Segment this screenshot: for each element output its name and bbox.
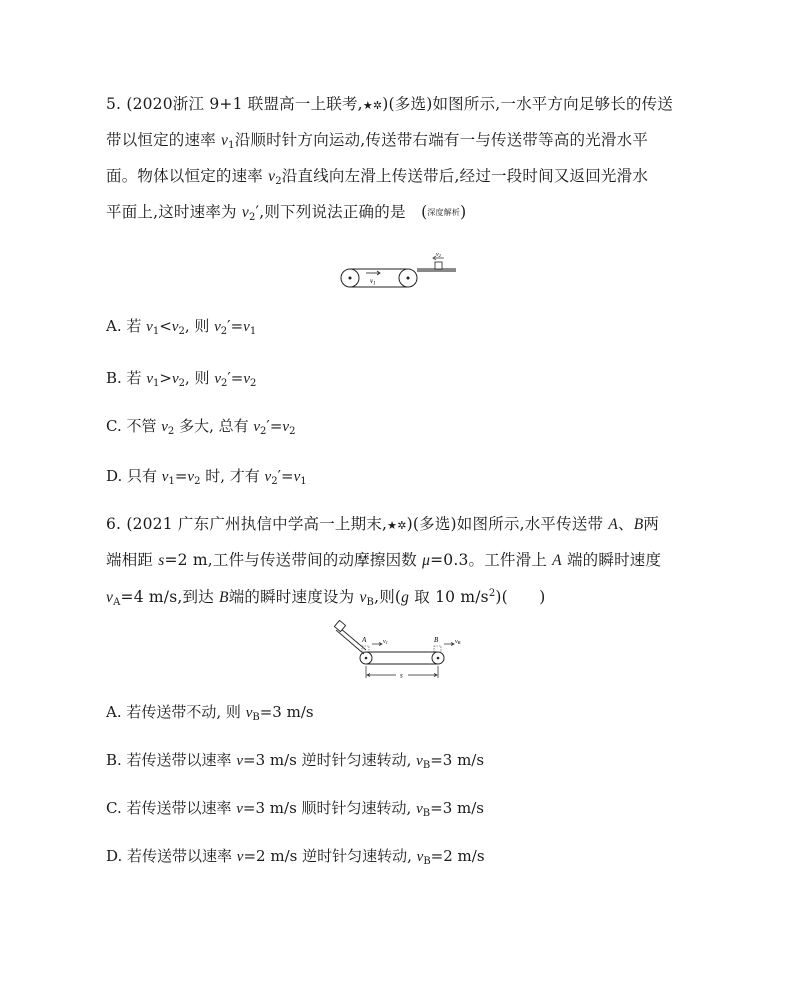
subscript: 2: [248, 212, 256, 223]
var-v: v: [359, 589, 367, 606]
q6-line-1: [106, 514, 659, 536]
option-text: =2 m/s 逆时针匀速转动,: [243, 847, 417, 865]
label-vb: vB: [455, 639, 461, 645]
q6-text: ,则(: [374, 588, 402, 606]
superscript: 2: [488, 588, 496, 599]
q6-text: =0.3。工件滑上: [430, 551, 553, 569]
q6-source: 6. (2021 广东广州执信中学高一上期末,: [106, 515, 388, 533]
equals: =: [174, 467, 188, 485]
equals: ′=: [277, 467, 294, 485]
q6-line-3: [106, 584, 546, 613]
option-text: =2 m/s: [430, 847, 485, 865]
var-v: v: [236, 849, 244, 865]
subscript: 1: [152, 326, 160, 337]
answer-paren: (: [421, 203, 428, 221]
var-v: v: [221, 132, 229, 149]
var-mu: μ: [422, 552, 431, 569]
option-text: =3 m/s 逆时针匀速转动,: [243, 751, 417, 769]
smooth-platform: [417, 269, 456, 272]
difficulty-star-icon: ★✲: [387, 519, 407, 532]
option-text: , 则: [185, 369, 215, 387]
q6-text: =4 m/s,到达: [120, 588, 220, 606]
subscript: B: [252, 712, 260, 723]
pulley-axle-left: [365, 657, 368, 660]
subscript: 2: [271, 476, 278, 487]
q5-figure: [338, 252, 458, 292]
q6-text: 端的瞬时速度: [561, 551, 662, 569]
var-v: v: [241, 204, 249, 221]
var-v: v: [253, 419, 261, 435]
subscript: B: [422, 808, 431, 819]
subscript: B: [422, 760, 431, 771]
var-v: v: [161, 419, 168, 435]
v1-arrow: [372, 643, 382, 646]
var-v: v: [171, 371, 179, 387]
option-text: =3 m/s: [259, 703, 314, 721]
option-text: =3 m/s 顺时针匀速转动,: [242, 799, 417, 817]
var-v: v: [171, 319, 179, 335]
var-v: v: [146, 371, 153, 387]
v1-arrow: [366, 271, 380, 275]
q6-option-d: [106, 846, 485, 872]
q5-line-2: [106, 130, 648, 156]
subscript: B: [366, 597, 375, 608]
option-text: C. 若传送带以速率: [106, 799, 237, 817]
subscript: 2: [220, 378, 228, 389]
q6-figure: [330, 620, 470, 684]
q6-line-2: [106, 550, 661, 571]
subscript: 2: [167, 426, 175, 437]
var-g: g: [401, 589, 410, 606]
q5-text: )(多选)如图所示,一水平方向足够长的传送: [382, 95, 674, 113]
var-A: A: [608, 516, 619, 533]
subscript: 2: [194, 476, 201, 487]
q6-option-b: [106, 750, 484, 776]
q6-option-a: [106, 702, 314, 728]
var-v: v: [282, 419, 290, 435]
option-text: B. 若: [106, 369, 147, 387]
option-text: C. 不管: [106, 417, 162, 435]
vb-arrow: [444, 643, 454, 646]
option-text: B. 若传送带以速率: [106, 751, 237, 769]
label-a: A: [362, 636, 367, 644]
option-text: D. 只有: [106, 467, 162, 485]
var-v: v: [245, 705, 253, 721]
q5-option-b: [106, 368, 256, 394]
q5-text: 带以恒定的速率: [106, 131, 222, 149]
q5-line-3: [106, 166, 648, 192]
option-text: A. 若传送带不动, 则: [106, 703, 246, 721]
q5-option-a: [106, 316, 256, 342]
subscript: 1: [168, 476, 175, 487]
q5-text: 沿直线向左滑上传送带后,经过一段时间又返回光滑水: [281, 167, 649, 185]
q5-line-4: [106, 202, 466, 228]
subscript: 2: [289, 426, 296, 437]
answer-paren: )( ): [495, 588, 546, 606]
q5-source: 5. (2020浙江 9+1 联盟高一上联考,: [106, 95, 363, 113]
q5-text: 面。物体以恒定的速率: [106, 167, 269, 185]
var-v: v: [236, 753, 243, 769]
option-text: =3 m/s: [430, 751, 485, 769]
subscript: 1: [228, 140, 235, 151]
label-b: B: [434, 636, 439, 644]
var-v: v: [268, 168, 276, 185]
var-v: v: [187, 469, 195, 485]
var-A: A: [552, 552, 562, 569]
q6-text: 两: [643, 515, 660, 533]
subscript: 1: [300, 476, 307, 487]
q6-text: 端的瞬时速度设为: [228, 588, 360, 606]
label-v1: v1: [383, 639, 388, 645]
option-text: 多大, 总有: [174, 417, 254, 435]
difficulty-star-icon: ★✲: [362, 99, 383, 112]
label-s: s: [400, 671, 403, 680]
var-s: s: [158, 552, 165, 569]
option-text: 时, 才有: [200, 467, 265, 485]
q6-text: 取 10 m/s: [409, 588, 489, 606]
q5-option-c: [106, 416, 295, 442]
var-B: B: [219, 589, 229, 606]
var-v: v: [146, 319, 153, 335]
var-B: B: [633, 516, 644, 533]
var-v: v: [293, 469, 301, 485]
subscript: 2: [275, 176, 282, 187]
workpiece-at-b: [434, 646, 441, 652]
subscript: 2: [220, 326, 228, 337]
pulley-axle-right: [407, 277, 410, 280]
q5-text: 沿顺时针方向运动,传送带右端有一与传送带等高的光滑水平: [234, 131, 649, 149]
var-v: v: [264, 469, 272, 485]
var-v: v: [416, 801, 423, 817]
subscript: 1: [153, 378, 160, 389]
label-v2: v2: [436, 252, 441, 258]
conveyor-belt: [360, 652, 444, 664]
option-text: D. 若传送带以速率: [106, 847, 237, 865]
subscript: B: [423, 856, 431, 867]
equals: ′=: [227, 369, 244, 387]
subscript: 2: [260, 426, 267, 437]
var-v: v: [416, 753, 423, 769]
var-v: v: [214, 371, 221, 387]
subscript: 2: [178, 326, 185, 337]
q6-text: =2 m,工件与传送带间的动摩擦因数: [164, 551, 423, 569]
answer-paren: ): [460, 203, 467, 221]
q5-line-1: [106, 94, 673, 116]
option-text: , 则: [184, 317, 215, 335]
equals: ′=: [227, 317, 244, 335]
var-v: v: [106, 589, 114, 606]
subscript: A: [113, 597, 121, 608]
q6-text: 端相距: [106, 551, 159, 569]
option-text: A. 若: [106, 317, 147, 335]
conveyor-belt: [341, 269, 417, 287]
subscript: 1: [249, 326, 257, 337]
var-v: v: [236, 801, 243, 817]
var-v: v: [161, 469, 169, 485]
subscript: 2: [178, 378, 185, 389]
subscript: 2: [250, 378, 257, 389]
q5-option-d: [106, 466, 307, 492]
pulley-axle-left: [349, 277, 352, 280]
option-text: =3 m/s: [430, 799, 484, 817]
var-v: v: [243, 371, 251, 387]
less-than: <: [159, 317, 172, 335]
equals: ′=: [266, 417, 283, 435]
label-v1: $v_1$: [370, 277, 376, 287]
q6-text: )(多选)如图所示,水平传送带: [406, 515, 609, 533]
q6-option-c: [106, 798, 484, 824]
var-v: v: [243, 319, 250, 335]
deep-analysis-note: 深度解析: [427, 208, 461, 217]
greater-than: >: [159, 369, 172, 387]
q5-text: ′,则下列说法正确的是: [255, 203, 406, 221]
pulley-axle-right: [437, 657, 440, 660]
block-object: [435, 262, 442, 269]
var-v: v: [214, 319, 221, 335]
q5-text: 平面上,这时速率为: [106, 203, 242, 221]
separator: 、: [618, 515, 634, 533]
var-v: v: [416, 849, 424, 865]
